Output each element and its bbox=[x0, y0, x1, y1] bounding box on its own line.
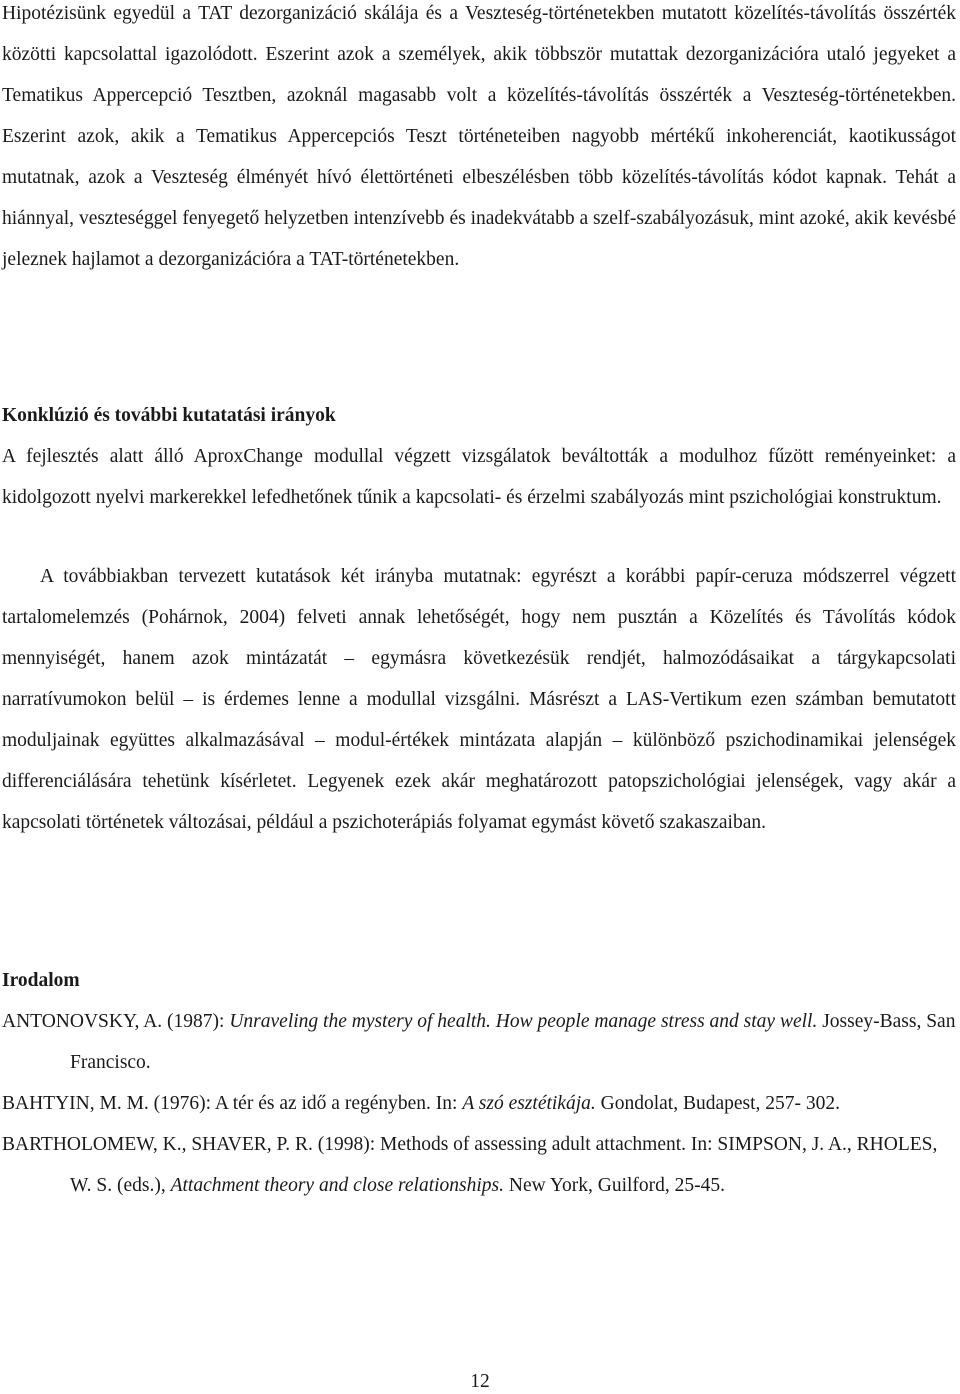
reference-title: A szó esztétikája. bbox=[462, 1093, 596, 1114]
reference-authors: BARTHOLOMEW, K., SHAVER, P. R. (1998): Methods of assessing adult attachment. In: SIMPSON, J. A., RHOLES, W. S. (eds.), bbox=[2, 1134, 938, 1196]
reference-list bbox=[2, 1001, 956, 1206]
body-paragraph: A fejlesztés alatt álló AproxChange modullal végzett vizsgálatok beváltották a modulhoz fűzött reményeinket: a kidolgozott nyelvi markerekkel lefedhetőnek tűnik a kapcsolati- és érzelmi szabályozás mint pszichológiai konstruktum. bbox=[2, 446, 956, 508]
page-number: 12 bbox=[470, 1371, 490, 1392]
reference-publisher: New York, Guilford, 25-45. bbox=[504, 1175, 726, 1196]
reference-title: Attachment theory and close relationships. bbox=[170, 1175, 505, 1196]
reference-publisher: Jossey-Bass, San Francisco. bbox=[70, 1011, 956, 1073]
section-heading-konkluzio: Konklúzió és további kutatatási irányok bbox=[2, 405, 336, 426]
body-paragraph: Hipotézisünk egyedül a TAT dezorganizáció skálája és a Veszteség-történetekben mutatott közelítés-távolítás összérték közötti kapcsolattal igazolódott. Eszerint azok a személyek, akik többször mutattak dezorganizációra utaló jegyeket a Tematikus Appercepció Tesztben, azoknál magasabb volt a közelítés-távolítás összérték a Veszteség-történetekben. Eszerint azok, akik a Tematikus Appercepciós Teszt történeteiben nagyobb mértékű inkoherenciát, kaotikusságot mutatnak, azok a Veszteség élményét hívó élettörténeti elbeszélésben több közelítés-távolítás kódot kapnak. Tehát a hiánnyal, veszteséggel fenyegető helyzetben intenzívebb és inadekvátabb a szelf-szabályozásuk, mint azoké, akik kevésbé jeleznek hajlamot a dezorganizációra a TAT-történetekben. bbox=[2, 3, 956, 270]
reference-title: Unraveling the mystery of health. How people manage stress and stay well. bbox=[229, 1011, 818, 1032]
reference-entry bbox=[2, 1083, 956, 1124]
reference-authors: ANTONOVSKY, A. (1987): bbox=[2, 1011, 230, 1032]
reference-publisher: Gondolat, Budapest, 257- 302. bbox=[595, 1093, 841, 1114]
section-heading-irodalom: Irodalom bbox=[2, 970, 80, 991]
body-paragraph: A továbbiakban tervezett kutatások két irányba mutatnak: egyrészt a korábbi papír-ceruza módszerrel végzett tartalomelemzés (Pohárnok, 2004) felveti annak lehetőségét, hogy nem pusztán a Közelítés és Távolítás kódok mennyiségét, hanem azok mintázatát – egymásra következésük rendjét, halmozódásaikat a tárgykapcsolati narratívumokon belül – is érdemes lenne a modullal vizsgálni. Másrészt a LAS-Vertikum ezen számban bemutatott moduljainak együttes alkalmazásával – modul-értékek mintázata alapján – különböző pszichodinamikai jelenségek differenciálására tehetünk kísérletet. Legyenek ezek akár meghatározott patopszichológiai jelenségek, vagy akár a kapcsolati történetek változásai, például a pszichoterápiás folyamat egymást követő szakaszaiban. bbox=[2, 566, 956, 833]
reference-authors: BAHTYIN, M. M. (1976): A tér és az idő a regényben. In: bbox=[2, 1093, 463, 1114]
reference-entry bbox=[2, 1124, 956, 1206]
reference-entry bbox=[2, 1001, 956, 1083]
